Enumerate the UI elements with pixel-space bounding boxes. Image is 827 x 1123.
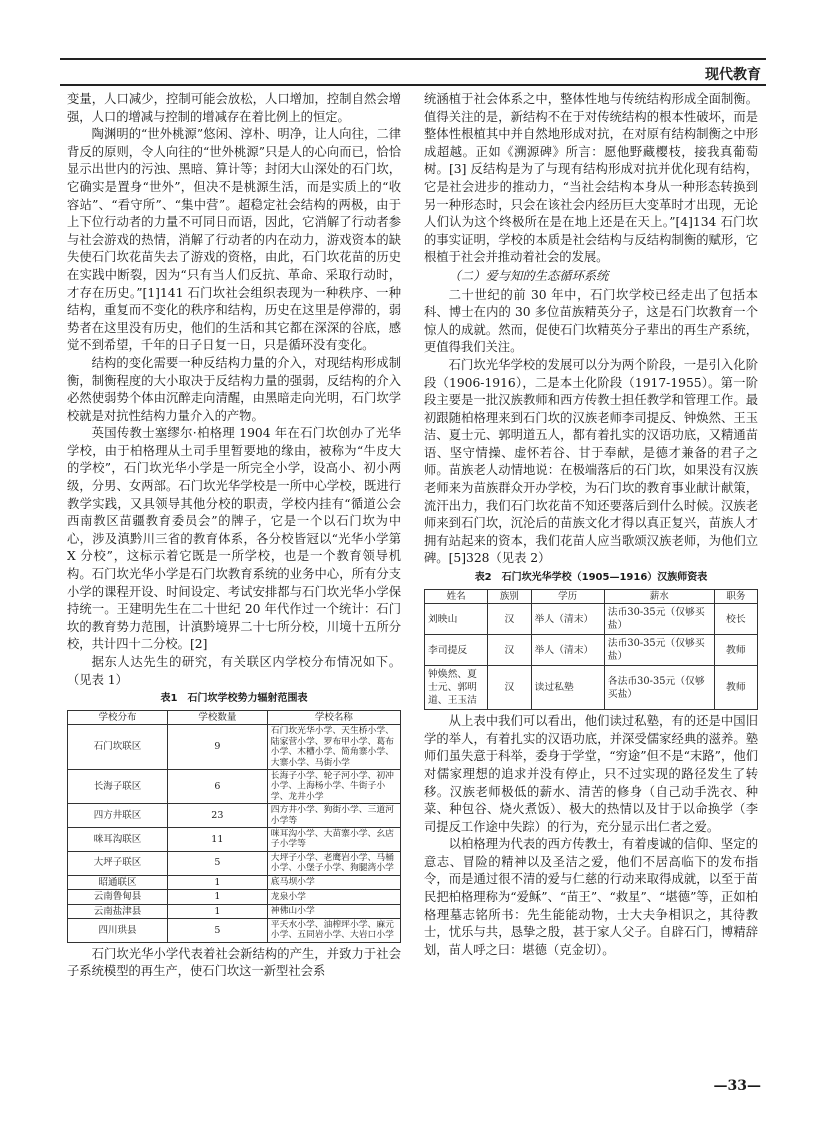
table-cell: 咪耳沟小学、大苗寨小学、幺店子小学等: [267, 827, 400, 851]
table-cell: 汉: [488, 666, 531, 710]
table-cell: 汉: [488, 604, 531, 635]
table-cell: 四方井联区: [68, 804, 168, 828]
table-cell: 咪耳沟联区: [68, 827, 168, 851]
table-row: [425, 666, 758, 710]
table-row: [68, 725, 401, 770]
table-cell: 刘映山: [425, 604, 488, 635]
table-row: [68, 904, 401, 919]
table-cell: 教师: [714, 635, 757, 666]
table-header-cell: 学校名称: [267, 710, 400, 725]
table-cell: 底马坝小学: [267, 875, 400, 890]
table-cell: 神佛山小学: [267, 904, 400, 919]
table-cell: 9: [167, 725, 267, 770]
table-cell: 钟焕然、夏士元、郭明道、王玉洁: [425, 666, 488, 710]
table-row: [68, 769, 401, 803]
table-cell: 11: [167, 827, 267, 851]
table-cell: 长海子小学、轮子河小学、初冲小学、上海杨小学、牛街子小学、龙井小学: [267, 769, 400, 803]
paragraph: 以柏格理为代表的西方传教士，有着虔诚的信仰、坚定的意志、冒险的精神以及圣洁之爱，他们不居高临下的发布指令，而是通过很不清的爱与仁慈的行动来取得成就，以至于苗民把柏格理称为“爱稣”、“苗王”、“救星”、“堪德”等，正如柏格理墓志铭所书：先生能能动物，士大夫争相识之，其待教士，忧乐与共，恳挚之殷，甚于家人父子。自辟石门，博精辞划，苗人呼之曰：堪德（克金切）。: [424, 837, 758, 957]
table-cell: 大坪子联区: [68, 851, 168, 875]
journal-name: 现代教育: [705, 67, 761, 83]
table-cell: 龙泉小学: [267, 890, 400, 905]
table-cell: 23: [167, 804, 267, 828]
table-header-cell: 学校分布: [68, 710, 168, 725]
table-cell: 法币30-35元（仅够买盐）: [604, 635, 714, 666]
header-rule-top: [60, 58, 766, 60]
paragraph: 英国传教士塞缪尔·柏格理 1904 年在石门坎创办了光华学校，由于柏格理从土司手里暂要地的缘由，被称为“牛皮大的学校”，石门坎光华小学是一所完全小学，设高小、初小两级，分男、女两部。石门坎光华学校是一所中心学校，既进行教学实践，又具领导其他分校的职责，学校内挂有“循道公会西南教区苗疆教育委员会”的牌子，它是一个以石门坎为中心，涉及滇黔川三省的教育体系，各分校皆冠以“光华小学第 X 分校”，这标示着它既是一所学校，也是一个教育领导机构。石门坎光华小学是石门坎教育系统的业务中心，所有分支小学的课程开设、时间设定、考试安排都与石门坎光华小学保持统一。王建明先生在二十世纪 20 年代作过一个统计：石门坎的教育势力范围，计滇黔境界二十七所分校，川境十五所分校，共计四十二分校。[2]: [67, 426, 401, 652]
paragraph: 石门坎光华学校的发展可以分为两个阶段，一是引入化阶段（1906-1916），二是本土化阶段（1917-1955）。第一阶段主要是一批汉族教师和西方传教士担任教学和管理工作。最初跟随柏格理来到石门坎的汉族老师李司提反、钟焕然、王玉洁、夏士元、郭明道五人，都有着扎实的汉语功底，又精通苗语、坚守情操、虚怀若谷、甘于奉献，是德才兼备的君子之师。苗族老人动情地说：在极端落后的石门坎，如果没有汉族老师来为苗族群众开办学校，为石门坎的教育事业献计献策，流汗出力，我们石门坎花苗不知还要落后到什么时候。汉族老师来到石门坎，沉沦后的苗族文化才得以真正复兴，苗族人才拥有站起来的资本，我们花苗人应当歌颂汉族老师，为他们立碑。[5]328（见表 2）: [424, 357, 758, 566]
right-column: [424, 91, 758, 959]
table-cell: 石门坎光华小学、天生桥小学、陆家营小学、罗布甲小学、葛布小学、木槽小学、简角寨小学、大寨小学、马街小学: [267, 725, 400, 770]
paragraph: 从上表中我们可以看出，他们读过私塾，有的还是中国旧学的举人，有着扎实的汉语功底，并深受儒家经典的滋养。塾师们虽失意于科举，委身于学堂，“穷途”但不是“末路”，他们对儒家理想的追求并没有停止，只不过实现的路径发生了转移。汉族老师极低的薪水、清苦的修身（自己动手洗衣、种菜、种包谷、烧火煮饭）、极大的热情以及甘于以命换学（李司提反工作途中失踪）的行为，充分显示出仁者之爱。: [424, 714, 758, 834]
header-rule-bottom: [60, 84, 766, 86]
table2-caption: 表2 石门坎光华学校（1905—1916）汉族师资表: [474, 572, 708, 584]
table-cell: 大坪子小学、老鹰岩小学、马桶小学、小堡子小学、狗腿湾小学: [267, 851, 400, 875]
table-cell: 教师: [714, 666, 757, 710]
table-row: [68, 919, 401, 943]
table-cell: 1: [167, 890, 267, 905]
table-cell: 平夭水小学、油榨坪小学、麻元小学、五同岩小学、大岩口小学: [267, 919, 400, 943]
table-cell: 1: [167, 875, 267, 890]
left-column: [67, 91, 401, 981]
table-cell: 四方井小学、狗街小学、三道河小学等: [267, 804, 400, 828]
table-header-cell: 职务: [714, 589, 757, 604]
table-cell: 1: [167, 904, 267, 919]
table-cell: 法币30-35元（仅够买盐）: [604, 604, 714, 635]
table-cell: 举人（清末）: [531, 604, 604, 635]
table-row: [68, 804, 401, 828]
table-header-cell: 族别: [488, 589, 531, 604]
paragraph: 陶渊明的“世外桃源”悠闲、淳朴、明净，让人向往，二律背反的原则，令人向往的“世外桃源”只是人的心向而已，恰恰显示出世内的污浊、黑暗、算计等；封闭大山深处的石门坎，它确实是置身“世外”，但决不是桃源生活，而是实质上的“收容站”、“看守所”、“集中营”。超稳定社会结构的两极，由于上下位行动者的力量不可同日而语，因此，它消解了行动者参与社会游戏的热情，消解了行动者的内在动力，游戏资本的缺失使石门坎花苗失去了游戏的资格，由此，石门坎花苗的历史在实践中断裂，因为“只有当人们反抗、革命、采取行动时，才存在历史。”[1]141 石门坎社会组织表现为一种秩序、一种结构，重复而不变化的秩序和结构，历史在这里是停滞的，弱势者在这里没有历史，他们的生活和其它都在深深的谷底，感觉不到希望，千年的日子日复一日，只是循环没有变化。: [67, 127, 401, 353]
table-row: [425, 635, 758, 666]
table-cell: 云南盐津县: [68, 904, 168, 919]
table-cell: 6: [167, 769, 267, 803]
page-number: —33—: [713, 1078, 761, 1094]
table-cell: 校长: [714, 604, 757, 635]
table-row: [425, 604, 758, 635]
table-cell: 各法币30-35元（仅够买盐）: [604, 666, 714, 710]
table-row: [68, 827, 401, 851]
paragraph: 二十世纪的前 30 年中，石门坎学校已经走出了包括本科、博士在内的 30 多位苗族精英分子，这是石门坎教育一个惊人的成就。然而，促使石门坎精英分子辈出的再生产系统，更值得我们关注。: [424, 287, 758, 355]
table-cell: 四川珙县: [68, 919, 168, 943]
table-row: [68, 890, 401, 905]
paragraph: 统涵植于社会体系之中，整体性地与传统结构形成全面制衡。值得关注的是，新结构不在于对传统结构的根本性破坏，而是整体性根植其中并自然地形成对抗，在对原有结构制衡之中形成超越。正如《溯源碑》所言：愿他野藏樱枝，接我真葡萄树。[3] 反结构是为了与现有结构形成对抗并优化现有结构，它是社会进步的推动力，“当社会结构本身从一种形态转换到另一种形态时，只会在该社会内经历巨大变革时才出现，无论人们认为这个终极所在是在地上还是在天上。”[4]134 石门坎的事实证明，学校的本质是社会结构与反结构制衡的赋形，它根植于社会并推动着社会的发展。: [424, 92, 758, 265]
paragraph: 石门坎光华小学代表着社会新结构的产生，并致力于社会子系统模型的再生产，使石门坎这一新型社会系: [67, 946, 401, 979]
table-cell: 举人（清末）: [531, 635, 604, 666]
table-cell: 李司提反: [425, 635, 488, 666]
table-header-cell: 薪水: [604, 589, 714, 604]
table-cell: 昭通联区: [68, 875, 168, 890]
table-cell: 5: [167, 851, 267, 875]
paragraph: 变量，人口减少，控制可能会放松，人口增加，控制自然会增强，人口的增减与控制的增减存在着比例上的恒定。: [67, 92, 401, 124]
table-cell: 云南鲁甸县: [68, 890, 168, 905]
table-cell: 长海子联区: [68, 769, 168, 803]
table-header-cell: 学校数量: [167, 710, 267, 725]
table-header-cell: 学历: [531, 589, 604, 604]
table2: [424, 589, 758, 711]
table-cell: 石门坎联区: [68, 725, 168, 770]
section-heading: （二）爱与知的生态循环系统: [448, 268, 609, 283]
table-row: [68, 851, 401, 875]
table1-caption: 表1 石门坎学校势力辐射范围表: [160, 693, 308, 705]
paragraph: 结构的变化需要一种反结构力量的介入，对现结构形成制衡，制衡程度的大小取决于反结构力量的强弱，反结构的介入必然使弱势个体由沉醉走向清醒，由黑暗走向光明，石门坎学校就是对抗性结构力量介入的产物。: [67, 355, 401, 423]
table-cell: 汉: [488, 635, 531, 666]
table-cell: 读过私塾: [531, 666, 604, 710]
paragraph: 据东人达先生的研究，有关联区内学校分布情况如下。（见表 1）: [67, 655, 401, 687]
table-row: [68, 875, 401, 890]
table1: [67, 710, 401, 943]
table-header-cell: 姓名: [425, 589, 488, 604]
table-cell: 5: [167, 919, 267, 943]
